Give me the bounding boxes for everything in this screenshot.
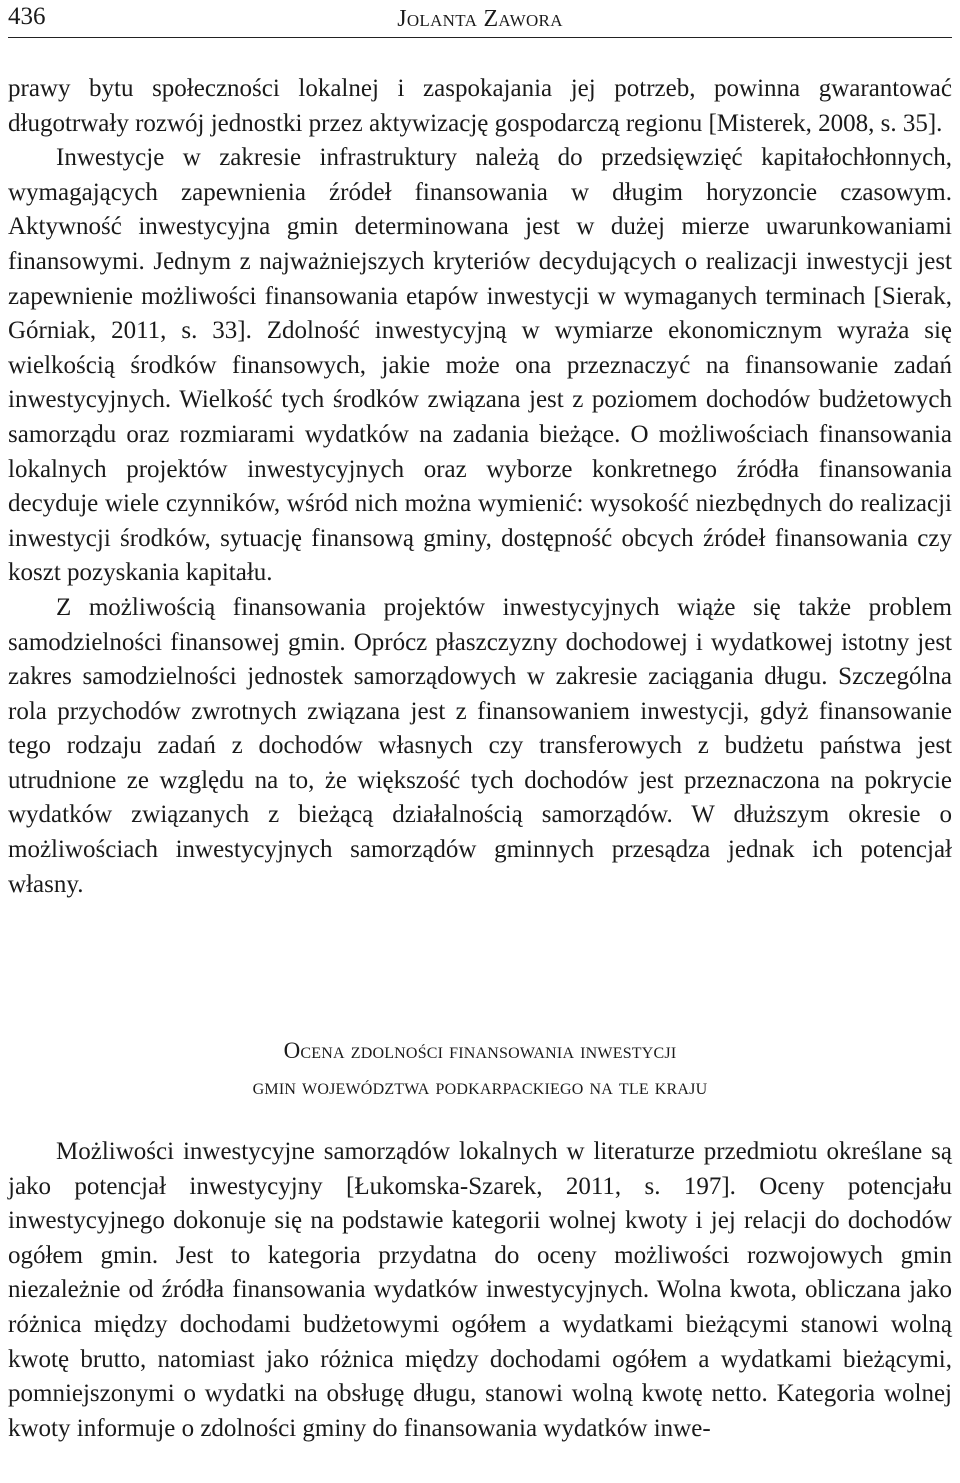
section-body-text (8, 72, 952, 902)
section-heading-line: Ocena zdolności finansowania inwestycji (283, 1038, 677, 1063)
paragraph: Możliwości inwestycyjne samorządów lokalnych w literaturze przedmiotu określane są jako potencjał inwestycyjny [Łukomska-Szarek, 2011, s. 197]. Oceny potencjału inwestycyjnego dokonuje się na podstawie kategorii wolnej kwoty i jej relacji do dochodów ogółem gmin. Jest to kategoria przydatna do oceny możliwości rozwojowych gmin niezależnie od źródła finansowania wydatków inwestycyjnych. Wolna kwota, obliczana jako różnica między dochodami budżetowymi ogółem a wydatkami bieżącymi stanowi wolną kwotę brutto, natomiast jako różnica między dochodami ogółem a wydatkami bieżącymi, pomniejszonymi o wydatki na obsługę długu, stanowi wolną kwotę netto. Kategoria wolnej kwoty informuje o zdolności gminy do finansowania wydatków inwe- (8, 1138, 952, 1442)
section-body-text (8, 1135, 952, 1446)
running-title: Jolanta Zawora (397, 6, 563, 32)
section-heading-line: gmin województwa podkarpackiego na tle kraju (252, 1074, 708, 1099)
page-number: 436 (8, 3, 46, 30)
paragraph: Z możliwością finansowania projektów inwestycyjnych wiąże się także problem samodzielności finansowej gmin. Oprócz płaszczyzny dochodowej i wydatkowej istotny jest zakres samodzielności jednostek samorządowych w zakresie zaciągania długu. Szczególna rola przychodów zwrotnych związana jest z finansowaniem inwestycji, gdyż finansowanie tego rodzaju zadań z dochodów własnych czy transferowych z budżetu państwa jest utrudnione ze względu na to, że większość tych dochodów jest przeznaczona na pokrycie wydatków związanych z bieżącą działalnością samorządów. W dłuższym okresie o możliwościach inwestycyjnych samorządów gminnych przesądza jednak ich potencjał własny. (8, 593, 952, 898)
section-heading (8, 1033, 952, 1105)
paragraph: Inwestycje w zakresie infrastruktury należą do przedsięwzięć kapitałochłonnych, wymagających zapewnienia źródeł finansowania w długim horyzoncie czasowym. Aktywność inwestycyjna gmin determinowana jest w dużej mierze uwarunkowaniami finansowymi. Jednym z najważniejszych kryteriów decydujących o realizacji inwestycji jest zapewnienie możliwości finansowania etapów inwestycji w wymaganych terminach [Sierak, Górniak, 2011, s. 33]. Zdolność inwestycyjną w wymiarze ekonomicznym wyraża się wielkością środków finansowych, jakie może ona przeznaczyć na finansowanie zadań inwestycyjnych. Wielkość tych środków związana jest z poziomem dochodów budżetowych samorządu oraz rozmiarami wydatków na zadania bieżące. O możliwościach finansowania lokalnych projektów inwestycyjnych oraz wyborze konkretnego źródła finansowania decyduje wiele czynników, wśród nich można wymienić: wysokość niezbędnych do realizacji inwestycji środków, sytuację finansową gminy, dostępność obcych źródeł finansowania czy koszt pozyskania kapitału. (8, 144, 952, 587)
paragraph: prawy bytu społeczności lokalnej i zaspokajania jej potrzeb, powinna gwarantować długotrwały rozwój jednostki przez aktywizację gospodarczą regionu [Misterek, 2008, s. 35]. (8, 75, 952, 137)
running-header (8, 0, 952, 38)
